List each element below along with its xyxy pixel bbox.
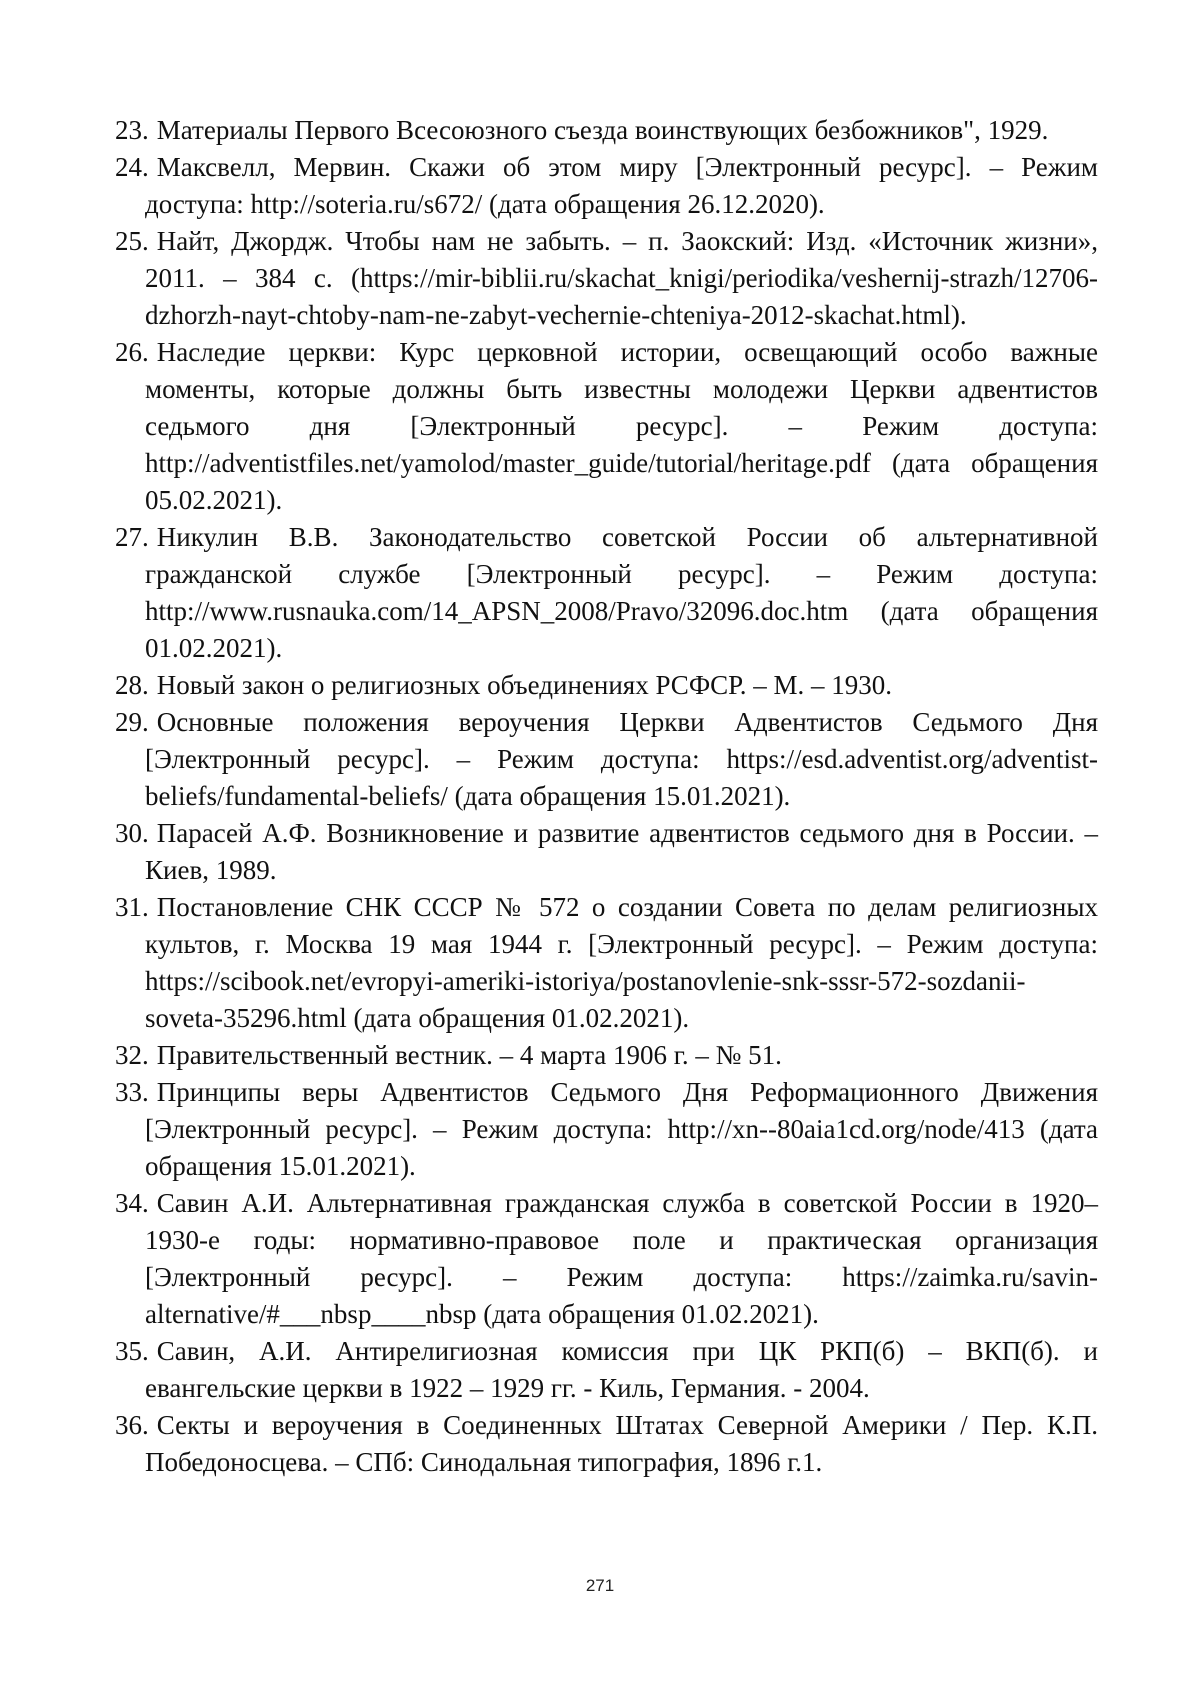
reference-text: Максвелл, Мервин. Скажи об этом миру [Электронный ресурс]. – Режим доступа: http://soteria.ru/s672/ (дата обращения 26.12.2020). <box>145 152 1098 219</box>
reference-list <box>115 112 1098 1481</box>
reference-number: 27. <box>115 522 149 552</box>
reference-number: 31. <box>115 892 149 922</box>
reference-number: 34. <box>115 1188 149 1218</box>
reference-item <box>115 223 1098 334</box>
reference-number: 28. <box>115 670 149 700</box>
references-page <box>115 112 1098 1481</box>
reference-text: Никулин В.В. Законодательство советской России об альтернативной гражданской службе [Электронный ресурс]. – Режим доступа: http://www.rusnauka.com/14_APSN_2008/Pravo/32096.doc.htm (дата обращения 01.02.2021). <box>145 522 1098 663</box>
reference-item <box>115 704 1098 815</box>
reference-item <box>115 667 1098 704</box>
reference-item <box>115 1037 1098 1074</box>
reference-number: 23. <box>115 115 149 145</box>
reference-number: 26. <box>115 337 149 367</box>
reference-number: 32. <box>115 1040 149 1070</box>
reference-number: 30. <box>115 818 149 848</box>
reference-text: Материалы Первого Всесоюзного съезда воинствующих безбожников", 1929. <box>157 115 1049 145</box>
reference-text: Основные положения вероучения Церкви Адвентистов Седьмого Дня [Электронный ресурс]. – Режим доступа: https://esd.adventist.org/adventist-beliefs/fundamental-beliefs/ (дата обращения 15.01.2021). <box>145 707 1098 811</box>
reference-text: Новый закон о религиозных объединениях РСФСР. – М. – 1930. <box>157 670 892 700</box>
reference-item <box>115 1185 1098 1333</box>
reference-text: Постановление СНК СССР № 572 о создании Совета по делам религиозных культов, г. Москва 19 мая 1944 г. [Электронный ресурс]. – Режим доступа: https://scibook.net/evropyi-ameriki-istoriya/postanovlenie-snk-sssr-572-sozdanii-soveta-35296.html (дата обращения 01.02.2021). <box>145 892 1098 1033</box>
reference-item <box>115 112 1098 149</box>
reference-number: 29. <box>115 707 149 737</box>
reference-text: Савин, А.И. Антирелигиозная комиссия при ЦК РКП(б) – ВКП(б). и евангельские церкви в 1922 – 1929 гг. - Киль, Германия. - 2004. <box>145 1336 1098 1403</box>
reference-item <box>115 519 1098 667</box>
reference-text: Парасей А.Ф. Возникновение и развитие адвентистов седьмого дня в России. – Киев, 1989. <box>145 818 1098 885</box>
reference-number: 36. <box>115 1410 149 1440</box>
reference-item <box>115 889 1098 1037</box>
reference-text: Правительственный вестник. – 4 марта 1906 г. – № 51. <box>157 1040 782 1070</box>
reference-number: 35. <box>115 1336 149 1366</box>
reference-item <box>115 1333 1098 1407</box>
reference-text: Найт, Джордж. Чтобы нам не забыть. – п. Заокский: Изд. «Источник жизни», 2011. – 384 с. (https://mir-biblii.ru/skachat_knigi/periodika/veshernij-strazh/12706-dzhorzh-nayt-chtoby-nam-ne-zabyt-vechernie-chteniya-2012-skachat.html). <box>145 226 1098 330</box>
reference-text: Принципы веры Адвентистов Седьмого Дня Реформационного Движения [Электронный ресурс]. – Режим доступа: http://xn--80aia1cd.org/node/413 (дата обращения 15.01.2021). <box>145 1077 1098 1181</box>
reference-item <box>115 149 1098 223</box>
reference-number: 25. <box>115 226 149 256</box>
reference-text: Наследие церкви: Курс церковной истории, освещающий особо важные моменты, которые должны быть известны молодежи Церкви адвентистов седьмого дня [Электронный ресурс]. – Режим доступа: http://adventistfiles.net/yamolod/master_guide/tutorial/heritage.pdf (дата обращения 05.02.2021). <box>145 337 1098 515</box>
reference-item <box>115 1407 1098 1481</box>
reference-text: Савин А.И. Альтернативная гражданская служба в советской России в 1920–1930-е годы: нормативно-правовое поле и практическая организация [Электронный ресурс]. – Режим доступа: https://zaimka.ru/savin-alternative/#___nbsp____nbsp (дата обращения 01.02.2021). <box>145 1188 1098 1329</box>
reference-item <box>115 1074 1098 1185</box>
page-number: 271 <box>0 1576 1200 1596</box>
reference-item <box>115 815 1098 889</box>
reference-item <box>115 334 1098 519</box>
reference-number: 33. <box>115 1077 149 1107</box>
reference-text: Секты и вероучения в Соединенных Штатах Северной Америки / Пер. К.П. Победоносцева. – СПб: Синодальная типография, 1896 г.1. <box>145 1410 1098 1477</box>
reference-number: 24. <box>115 152 149 182</box>
